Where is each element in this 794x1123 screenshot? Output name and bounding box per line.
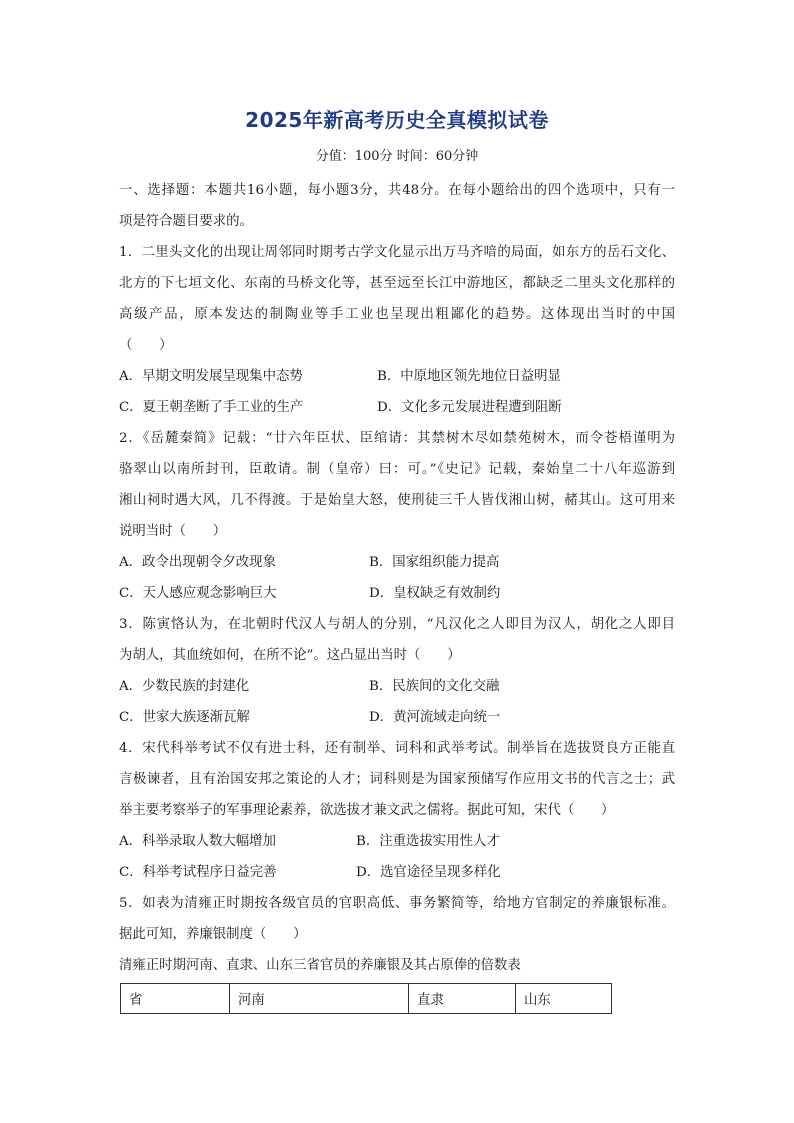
- table-header-row: [121, 984, 612, 1014]
- table-header-cell: 直隶: [409, 984, 516, 1014]
- option-c: C．科举考试程序日益完善: [119, 865, 277, 880]
- section-intro-line-1: 一、选择题：本题共16小题，每小题3分，共48分。在每小题给出的四个选项中，只有一: [119, 183, 675, 198]
- option-row: [119, 826, 675, 857]
- question-1: [119, 237, 675, 423]
- option-c: C．夏王朝垄断了手工业的生产: [119, 400, 304, 415]
- question-2: [119, 423, 675, 609]
- question-text-line: 为胡人，其血统如何，在所不论”。这凸显出当时（ ）: [119, 648, 461, 663]
- option-b: B．中原地区领先地位日益明显: [377, 369, 561, 384]
- question-text-line: 骆翠山以南所封刊，臣敢请。制（皇帝）曰：可。”《史记》记载，秦始皇二十八年巡游到: [119, 462, 675, 477]
- table-header-cell: 河南: [230, 984, 409, 1014]
- question-4: [119, 733, 675, 888]
- question-text-line: 说明当时（ ）: [119, 524, 227, 539]
- question-text-line: 举主要考察举子的军事理论素养，欲选拔才兼文武之儒将。据此可知，宋代（ ）: [119, 803, 615, 818]
- option-c: C．天人感应观念影响巨大: [119, 586, 277, 601]
- option-row: [119, 547, 675, 578]
- section-intro-line-2: 项是符合题目要求的。: [119, 214, 253, 229]
- option-row: [119, 702, 675, 733]
- question-text-line: 北方的下七垣文化、东南的马桥文化等，甚至远至长江中游地区，都缺乏二里头文化那样的: [119, 276, 675, 291]
- table-header-cell: 省: [121, 984, 230, 1014]
- exam-title: 2025年新高考历史全真模拟试卷: [245, 108, 549, 132]
- salary-table: [120, 983, 612, 1014]
- option-b: B．国家组织能力提高: [369, 555, 500, 570]
- question-5: [119, 888, 675, 1014]
- option-row: [119, 857, 675, 888]
- option-row: [119, 671, 675, 702]
- option-d: D．皇权缺乏有效制约: [369, 586, 501, 601]
- answer-blank: （ ）: [119, 338, 173, 353]
- table-caption: 清雍正时期河南、直隶、山东三省官员的养廉银及其占原俸的倍数表: [119, 958, 521, 973]
- question-text-line: 1．二里头文化的出现让周邻同时期考古学文化显示出万马齐喑的局面，如东方的岳石文化、: [119, 245, 675, 260]
- question-text-line: 言极谏者，且有治国安邦之策论的人才；词科则是为国家预储写作应用文书的代言之士；武: [119, 772, 675, 787]
- option-d: D．选官途径呈现多样化: [356, 865, 501, 880]
- option-row: [119, 392, 675, 423]
- option-a: A．政令出现朝令夕改现象: [119, 555, 276, 570]
- question-text-line: 4．宋代科举考试不仅有进士科，还有制举、词科和武举考试。制举旨在选拔贤良方正能直: [119, 741, 675, 756]
- option-b: B．民族间的文化交融: [369, 679, 500, 694]
- option-d: D．黄河流域走向统一: [369, 710, 501, 725]
- question-text-line: 3．陈寅恪认为，在北朝时代汉人与胡人的分别，“凡汉化之人即目为汉人，胡化之人即目: [119, 617, 675, 632]
- option-row: [119, 361, 675, 392]
- option-a: A．科举录取人数大幅增加: [119, 834, 276, 849]
- question-text-line: 5．如表为清雍正时期按各级官员的官职高低、事务繁简等，给地方官制定的养廉银标准。: [119, 896, 675, 911]
- question-text-line: 湘山祠时遇大风，几不得渡。于是始皇大怒，使刑徒三千人皆伐湘山树，赭其山。这可用来: [119, 493, 675, 508]
- exam-body: [119, 175, 675, 1014]
- option-d: D．文化多元发展进程遭到阻断: [377, 400, 562, 415]
- option-a: A．少数民族的封建化: [119, 679, 250, 694]
- option-row: [119, 578, 675, 609]
- option-a: A．早期文明发展呈现集中态势: [119, 369, 303, 384]
- question-3: [119, 609, 675, 733]
- option-b: B．注重选拔实用性人才: [356, 834, 500, 849]
- table-header-cell: 山东: [516, 984, 612, 1014]
- option-c: C．世家大族逐渐瓦解: [119, 710, 250, 725]
- exam-subtitle: 分值：100分 时间：60分钟: [315, 149, 479, 164]
- question-text-line: 高级产品，原本发达的制陶业等手工业也呈现出粗鄙化的趋势。这体现出当时的中国: [119, 307, 675, 322]
- question-text-line: 2．《岳麓秦简》记载：“廿六年臣状、臣绾请：其禁树木尽如禁苑树木，而令苍梧谨明为: [119, 431, 675, 446]
- question-text-line: 据此可知，养廉银制度（ ）: [119, 927, 307, 942]
